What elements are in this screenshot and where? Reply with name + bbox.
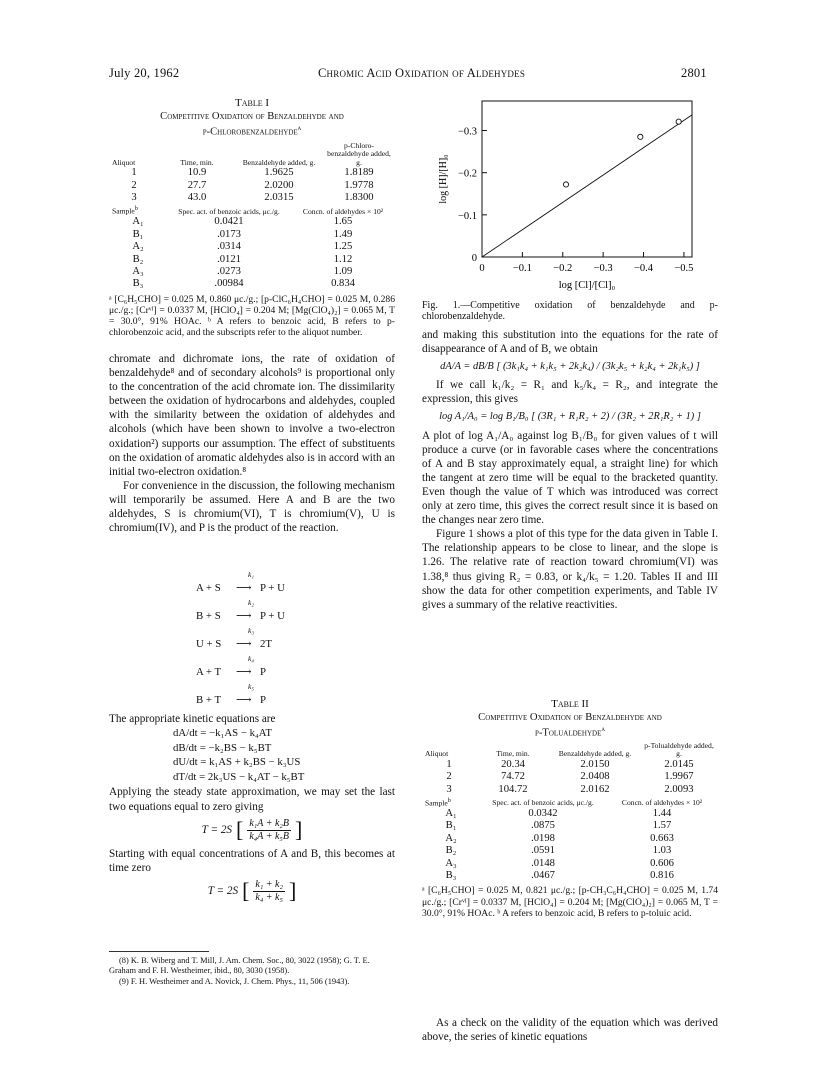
figure-1-plot xyxy=(422,95,718,293)
header-title: Chromic Acid Oxidation of Aldehydes xyxy=(318,66,526,80)
reaction-4-rhs: P xyxy=(260,666,267,678)
table-2-col-aliquot: Aliquot xyxy=(425,749,449,759)
table-cell: B₂ xyxy=(132,253,144,265)
table-cell: B₁ xyxy=(132,228,144,240)
table-cell: A₃ xyxy=(132,265,144,277)
reaction-arrow-icon: ⟶ xyxy=(236,694,252,706)
data-point xyxy=(563,182,568,187)
references xyxy=(109,956,395,987)
table-1-col-concn: Concn. of aldehydes × 10² xyxy=(302,206,384,216)
table-row xyxy=(109,216,395,228)
table-1-sample-mark: b xyxy=(134,205,138,213)
table-row xyxy=(109,266,395,278)
table-row xyxy=(109,192,395,204)
table-2 xyxy=(422,697,718,919)
left-body-text xyxy=(109,352,395,535)
table-2-col-concn: Concn. of aldehydes × 10² xyxy=(621,798,703,808)
equation-T-zero xyxy=(109,879,395,904)
table-cell: 0.663 xyxy=(650,832,674,844)
table-1-col-spec-act: Spec. act. of benzoic acids, μc./g. xyxy=(178,206,280,216)
table-cell: 2.0315 xyxy=(264,191,294,203)
fraction-numerator: k₁A + k₂B xyxy=(249,817,289,829)
table-cell: 43.0 xyxy=(187,191,207,203)
table-cell: 2 xyxy=(131,179,137,191)
table-cell: 2.0408 xyxy=(580,771,610,783)
table-cell: 2.0150 xyxy=(580,758,610,770)
reaction-arrow-icon: ⟶ xyxy=(236,638,252,650)
table-row xyxy=(422,858,718,870)
table-1-data-2 xyxy=(109,205,395,290)
right-body-text xyxy=(422,328,718,612)
table-cell: 2 xyxy=(446,771,452,783)
table-cell: A₃ xyxy=(445,857,457,869)
table-2-col-spec-act: Spec. act. of benzoic acids, μc./g. xyxy=(492,798,594,808)
header-date: July 20, 1962 xyxy=(109,66,180,80)
reaction-1-rhs: P + U xyxy=(260,582,285,594)
reaction-2 xyxy=(196,599,356,627)
left-paragraph-2: For convenience in the discussion, the following mechanism will temporarily be assumed. Here A and B are the two aldehydes, S is chromium(VI), T is chromium(V), U is chromium(IV), and P is the product of the reaction. xyxy=(109,479,395,535)
data-point xyxy=(638,134,643,139)
table-2-footnote: ᵃ [C₆H₅CHO] = 0.025 M, 0.821 μc./g.; [p-CH₃C₆H₄CHO] = 0.025 M, 1.74 μc./g.; [Crᵛᴵ] = 0.0337 M, [HClO₄] = 0.204 M; [Mg(ClO₄)₂] = 0.065 M, T = 30.0°, 91% HOAc. ᵇ A refers to benzoic acid, B refers to p-toluic acid. xyxy=(422,885,718,919)
table-cell: 1.12 xyxy=(333,253,353,265)
table-1-col-chlorobenzaldehyde: p-Chloro-benzaldehyde added, g. xyxy=(327,140,391,167)
table-cell: 27.7 xyxy=(187,179,207,191)
table-row xyxy=(422,808,718,820)
reaction-5-rhs: P xyxy=(260,694,267,706)
table-cell: 1 xyxy=(446,758,452,770)
table-cell: .0198 xyxy=(531,832,555,844)
table-1-col-aliquot: Aliquot xyxy=(112,157,136,167)
equation-T-steady xyxy=(109,818,395,843)
table-row xyxy=(109,229,395,241)
table-cell: 104.72 xyxy=(498,783,528,795)
x-axis-ticks xyxy=(479,252,693,274)
table-cell: 0.816 xyxy=(650,869,674,881)
table-1-header-row xyxy=(109,142,395,167)
table-cell: B₃ xyxy=(445,869,457,881)
kinetic-eq-3: dU/dt = k₁AS + k₂BS − k₃US xyxy=(173,756,301,769)
reaction-4-k: k₄ xyxy=(248,654,255,663)
kinetic-section xyxy=(109,712,395,908)
table-cell: .0467 xyxy=(531,869,555,881)
fit-line-group xyxy=(482,115,692,257)
table-cell: 10.9 xyxy=(187,167,207,179)
table-2-col-time: Time, min. xyxy=(496,749,530,759)
table-2-caption-mark: a xyxy=(601,723,605,733)
fraction xyxy=(247,818,291,843)
reaction-3-rhs: 2T xyxy=(260,638,272,650)
table-cell: 1.8300 xyxy=(344,191,374,203)
figure-1 xyxy=(422,95,718,293)
reaction-arrow-icon: ⟶ xyxy=(236,582,252,594)
page-number: 2801 xyxy=(681,66,707,80)
table-row xyxy=(422,845,718,857)
reaction-4-lhs: A + T xyxy=(196,666,222,678)
equation-rate-ratio: dA/A = dB/B [ (3k₁k₄ + k₁k₅ + 2k₂k₄) / (3k₂k₅ + k₂k₄ + 2k₁k₅) ] xyxy=(440,361,700,373)
right-closing-text xyxy=(422,1016,718,1044)
table-cell: 1.9625 xyxy=(264,167,294,179)
table-2-col-sample: Sample xyxy=(425,798,448,808)
reaction-1-k: k₁ xyxy=(248,570,255,579)
table-cell: .0875 xyxy=(531,820,555,832)
table-cell: .0121 xyxy=(217,253,241,265)
table-1-footnote: ᵃ [C₆H₅CHO] = 0.025 M, 0.860 μc./g.; [p-ClC₆H₄CHO] = 0.025 M, 0.286 μc./g.; [Crᵛᴵ] = 0.0337 M, [HClO₄] = 0.204 M; [Mg(ClO₄)₂] = 0.065 M, T = 30.0°, 91% HOAc. ᵇ A refers to benzoic acid, B refers to p-chlorobenzoic acid, and the subscripts refer to the aliquot number. xyxy=(109,293,395,339)
table-cell: A₁ xyxy=(132,216,144,228)
reaction-arrow-icon: ⟶ xyxy=(236,610,252,622)
x-tick-label: −0.1 xyxy=(512,263,532,274)
table-1-data xyxy=(109,142,395,204)
table-cell: .0173 xyxy=(217,228,241,240)
table-cell: .00984 xyxy=(214,278,244,290)
table-cell: 3 xyxy=(131,191,137,203)
y-tick-label: −0.3 xyxy=(457,126,477,138)
table-cell: .0314 xyxy=(217,241,241,253)
reaction-3-k: k₃ xyxy=(248,626,255,635)
table-cell: B₃ xyxy=(132,278,144,290)
right-paragraph-5: As a check on the validity of the equation which was derived above, the series of kinetic equations xyxy=(422,1017,718,1044)
table-cell: 1.9778 xyxy=(344,179,374,191)
table-2-header-row xyxy=(422,742,718,759)
right-paragraph-1: and making this substitution into the equations for the rate of disappearance of A and of B, we obtain xyxy=(422,329,718,356)
right-paragraph-4: Figure 1 shows a plot of this type for the data given in Table I. The relationship appears to be close to linear, and the slope is 1.26. The relative rate of reaction toward chromium(VI) was 1.38,⁸ thus giving R₂ = 0.83, or k₄/k₅ = 1.20. Tables II and III show the data for other competition experiments, and Table IV gives a summary of the relative reactivities. xyxy=(422,528,718,611)
table-cell: A₂ xyxy=(445,832,457,844)
y-tick-label: 0 xyxy=(471,253,477,264)
plot-frame xyxy=(482,101,692,257)
table-1-caption-line1: Competitive Oxidation of Benzaldehyde and xyxy=(160,111,344,123)
x-tick-label: −0.4 xyxy=(634,263,654,274)
table-cell: 0.0421 xyxy=(214,216,244,228)
left-paragraph-4: Starting with equal concentrations of A and B, this becomes at time zero xyxy=(109,847,395,874)
table-cell: 0.834 xyxy=(331,278,355,290)
table-2-sample-mark: b xyxy=(447,796,451,804)
fit-line xyxy=(482,115,692,257)
reaction-3-lhs: U + S xyxy=(196,638,222,650)
table-cell: B₂ xyxy=(445,845,457,857)
right-paragraph-2: If we call k₁/k₂ = R₁ and k₅/k₄ = R₂, and integrate the expression, this gives xyxy=(422,379,718,406)
data-point xyxy=(676,119,681,124)
reference-9: (9) F. H. Westheimer and A. Novick, J. Chem. Phys., 11, 506 (1943). xyxy=(119,976,350,986)
table-cell: .0148 xyxy=(531,857,555,869)
reaction-2-k: k₂ xyxy=(248,598,255,607)
table-cell: 1.03 xyxy=(652,845,672,857)
footnote-divider xyxy=(109,951,209,952)
reference-8: (8) K. B. Wiberg and T. Mill, J. Am. Chem. Soc., 80, 3022 (1958); G. T. E. Graham and F. H. Westheimer, ibid., 80, 3030 (1958). xyxy=(109,956,370,976)
reaction-2-rhs: P + U xyxy=(260,610,285,622)
kinetic-eq-4: dT/dt = 2k₃US − k₄AT − k₅BT xyxy=(173,770,305,783)
table-row xyxy=(109,167,395,179)
x-axis-label: log [Cl]/[Cl]₀ xyxy=(558,280,616,291)
table-2-col-benzaldehyde: Benzaldehyde added, g. xyxy=(558,749,632,759)
table-cell: 1.49 xyxy=(333,228,353,240)
kinetic-eq-2: dB/dt = −k₂BS − k₅BT xyxy=(173,741,272,754)
table-cell: 74.72 xyxy=(501,771,525,783)
table-2-data xyxy=(422,742,718,796)
x-tick-label: −0.3 xyxy=(593,263,613,274)
right-paragraph-3: A plot of log A₁/A₀ against log B₁/B₀ for given values of t will produce a curve (or in favorable cases where the concentrations of A and B stay approximately equal, a straight line) for which the tangent at zero time will be equal to the bracketed quantity. Even though the value of T which was introduced was correct only at zero time, this gives the correct result since it is based on the changes near zero time. xyxy=(422,429,718,527)
kinetic-equations xyxy=(109,726,395,784)
table-1-caption xyxy=(109,111,395,139)
table-cell: B₁ xyxy=(445,820,457,832)
table-cell: 1.25 xyxy=(333,241,353,253)
table-1-col-sample: Sample xyxy=(112,206,135,216)
table-2-data-2 xyxy=(422,797,718,882)
reaction-3 xyxy=(196,627,356,655)
table-row xyxy=(422,784,718,796)
kinetic-intro: The appropriate kinetic equations are xyxy=(109,713,276,725)
table-cell: .0273 xyxy=(217,265,241,277)
bracket-left-icon: [ xyxy=(236,817,244,843)
table-1-label: Table I xyxy=(234,97,270,109)
table-cell: 0.0342 xyxy=(528,807,558,819)
table-1-caption-line2: p-Chlorobenzaldehyde xyxy=(202,126,298,138)
table-cell: A₁ xyxy=(445,807,457,819)
table-cell: 0.606 xyxy=(650,857,674,869)
table-cell: 1.65 xyxy=(333,216,353,228)
table-cell: 1.44 xyxy=(652,807,672,819)
table-1-col-benzaldehyde: Benzaldehyde added, g. xyxy=(242,157,316,167)
reaction-scheme xyxy=(196,571,356,711)
fraction-denominator: k₄ + k₅ xyxy=(255,891,283,903)
table-cell: 2.0200 xyxy=(264,179,294,191)
table-1-header-row-2 xyxy=(109,205,395,216)
table-cell: 1.8189 xyxy=(344,167,374,179)
kinetic-eq-1: dA/dt = −k₁AS − k₄AT xyxy=(173,727,272,740)
fraction-denominator: k₄A + k₅B xyxy=(249,830,289,842)
table-2-caption-line2: p-Tolualdehyde xyxy=(534,727,602,739)
fraction-numerator: k₁ + k₂ xyxy=(255,878,283,890)
table-2-caption xyxy=(422,712,718,740)
table-cell: 3 xyxy=(446,783,452,795)
table-2-label: Table II xyxy=(551,698,589,710)
table-1-col-time: Time, min. xyxy=(180,157,214,167)
x-tick-label: −0.5 xyxy=(674,263,694,274)
table-row xyxy=(422,759,718,771)
reaction-5-k: k₅ xyxy=(248,682,255,691)
y-axis-label: log [H]/[H]₀ xyxy=(438,154,449,204)
y-tick-label: −0.1 xyxy=(457,210,477,222)
reaction-2-lhs: B + S xyxy=(196,610,221,622)
table-1 xyxy=(109,96,395,339)
equation-log-ratio: log A₁/A₀ = log B₁/B₀ [ (3R₁ + R₁R₂ + 2) / (3R₂ + 2R₁R₂ + 1) ] xyxy=(439,411,701,423)
reaction-arrow-icon: ⟶ xyxy=(236,666,252,678)
data-points xyxy=(563,119,681,187)
reaction-1 xyxy=(196,571,356,599)
x-tick-label: −0.2 xyxy=(553,263,573,274)
table-1-caption-mark: a xyxy=(297,122,302,132)
reaction-4 xyxy=(196,655,356,683)
table-2-col-tolualdehyde: p-Tolualdehyde added, g. xyxy=(644,740,714,759)
table-row xyxy=(109,254,395,266)
reaction-5-lhs: B + T xyxy=(196,694,222,706)
bracket-left-icon: [ xyxy=(242,878,250,904)
left-paragraph-3: Applying the steady state approximation, we may set the last two equations equal to zero giving xyxy=(109,786,395,813)
table-cell: A₂ xyxy=(132,241,144,253)
bracket-right-icon: ] xyxy=(294,817,303,843)
bracket-right-icon: ] xyxy=(288,878,297,904)
table-row xyxy=(109,241,395,253)
table-2-caption-line1: Competitive Oxidation of Benzaldehyde and xyxy=(478,712,662,724)
table-row xyxy=(422,870,718,882)
figure-1-caption: Fig. 1.—Competitive oxidation of benzaldehyde and p-chlorobenzaldehyde. xyxy=(422,300,718,323)
table-cell: 1.9967 xyxy=(664,771,694,783)
equation-T0-lhs: T = 2S xyxy=(207,885,239,898)
table-cell: .0591 xyxy=(531,845,555,857)
reaction-5 xyxy=(196,683,356,711)
table-cell: 2.0093 xyxy=(664,783,694,795)
reaction-1-lhs: A + S xyxy=(196,582,221,594)
table-cell: 1 xyxy=(131,167,137,179)
y-tick-label: −0.2 xyxy=(457,168,477,180)
table-cell: 2.0162 xyxy=(580,783,610,795)
x-tick-label: 0 xyxy=(479,263,485,274)
left-paragraph-1: chromate and dichromate ions, the rate of oxidation of benzaldehyde⁸ and of secondary alcohols⁹ is proportional only to the concentration of the acid chromate ion. The dissimilarity between the oxidation of hydrocarbons and aldehydes, coupled with the similarity between the oxidation of aldehydes and alcohols (which have been shown to involve a two-electron oxidation²) supports our assumption. The effect of substituents on the oxidation of aromatic aldehydes also is in accord with an initial two-electron oxidation.⁸ xyxy=(109,353,395,478)
table-row xyxy=(422,820,718,832)
table-row xyxy=(109,180,395,192)
table-cell: 20.34 xyxy=(501,758,525,770)
equation-T-lhs: T = 2S xyxy=(201,824,233,837)
table-row xyxy=(422,833,718,845)
fraction xyxy=(253,879,285,904)
table-row xyxy=(109,278,395,290)
table-cell: 1.09 xyxy=(333,265,353,277)
y-axis-ticks xyxy=(458,127,487,264)
table-2-header-row-2 xyxy=(422,797,718,808)
table-cell: 1.57 xyxy=(652,820,672,832)
table-cell: 2.0145 xyxy=(664,758,694,770)
table-row xyxy=(422,771,718,783)
